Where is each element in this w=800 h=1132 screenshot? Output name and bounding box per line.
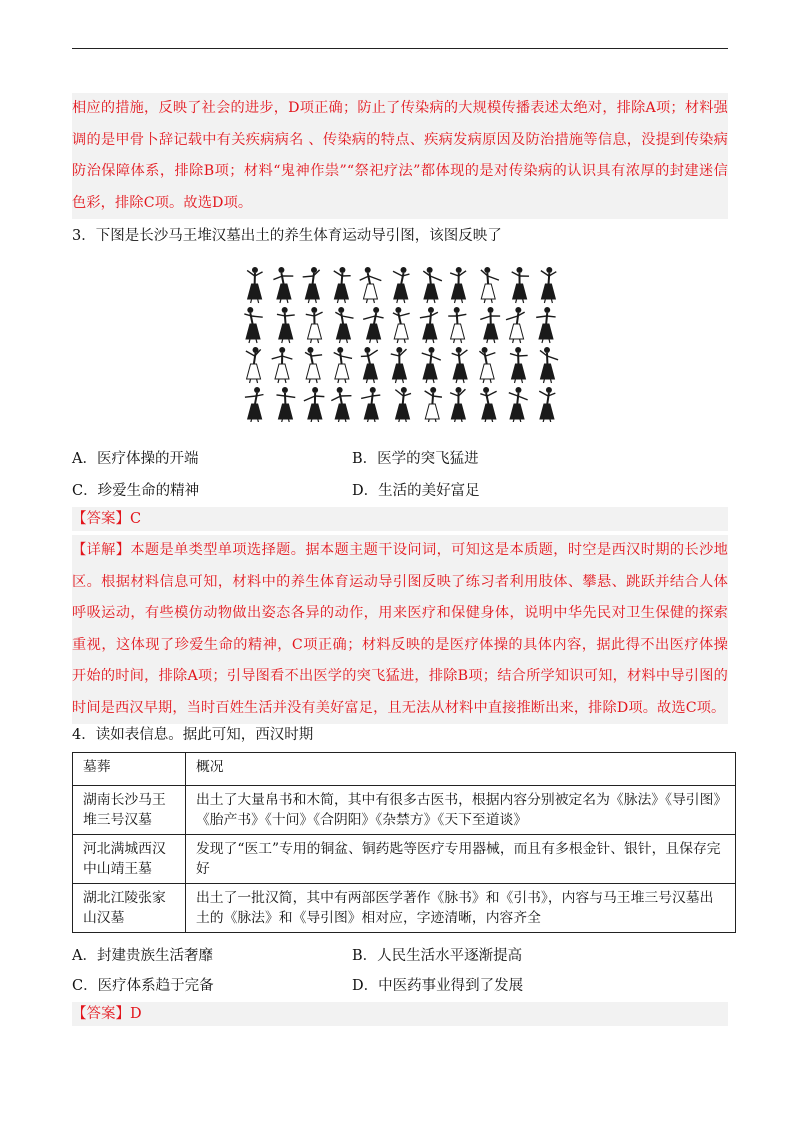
q4-options-row-2	[72, 976, 728, 996]
q4-stem: 4．读如表信息。据此可知，西汉时期	[72, 727, 314, 743]
q4-option-b: B．人民生活水平逐渐提高	[352, 948, 523, 964]
table-cell-desc: 发现了“医工”专用的铜盆、铜药匙等医疗专用器械，而且有多根金针、银针，且保存完好	[186, 835, 736, 884]
q3-analysis	[72, 535, 728, 724]
q3-stem: 3．下图是长沙马王堆汉墓出土的养生体育运动导引图，该图反映了	[72, 228, 502, 244]
q3-analysis-tag: 【详解】	[72, 542, 131, 558]
q3-option-d: D．生活的美好富足	[352, 483, 480, 499]
table-header-row	[73, 753, 736, 786]
table-cell-tomb: 湖北江陵张家山汉墓	[73, 884, 186, 933]
q4-option-d: D．中医药事业得到了发展	[352, 978, 524, 994]
table-cell-desc: 出土了一批汉简，其中有两部医学著作《脉书》和《引书》，内容与马王堆三号汉墓出土的《脉法》和《导引图》相对应，字迹清晰，内容齐全	[186, 884, 736, 933]
q3-option-b: B．医学的突飞猛进	[352, 451, 479, 467]
table-header-cell: 墓葬	[73, 753, 186, 786]
table-row	[73, 786, 736, 835]
q3-analysis-text: 本题是单类型单项选择题。据本题主题干设问词，可知这是本质题，时空是西汉时期的长沙地区。根据材料信息可知，材料中的养生体育运动导引图反映了练习者利用肢体、攀悬、跳跃并结合人体呼吸运动，有些模仿动物做出姿态各异的动作，用来医疗和保健身体，说明中华先民对卫生保健的探索重视，这体现了珍爱生命的精神，C项正确；材料反映的是医疗体操的具体内容，据此得不出医疗体操开始的时间，排除A项；引导图看不出医学的突飞猛进，排除B项；结合所学知识可知，材料中导引图的时间是西汉早期，当时百姓生活并没有美好富足，且无法从材料中直接推断出来，排除D项。故选C项。	[72, 542, 728, 716]
table-row	[73, 835, 736, 884]
q3-options-row-2	[72, 481, 728, 501]
q4-answer: 【答案】D	[72, 1002, 728, 1026]
daoyin-figure-image	[240, 262, 562, 422]
q3-option-c: C．珍爱生命的精神	[72, 483, 200, 499]
table-header-cell: 概况	[186, 753, 736, 786]
q3-answer: 【答案】C	[72, 507, 728, 531]
header-rule	[72, 48, 728, 49]
q4-option-c: C．医疗体系趋于完备	[72, 978, 214, 994]
q4-option-a: A．封建贵族生活奢靡	[72, 948, 213, 964]
q4-tomb-table	[72, 752, 736, 933]
table-row	[73, 884, 736, 933]
q3-options-row-1	[72, 449, 728, 469]
table-cell-tomb: 湖南长沙马王堆三号汉墓	[73, 786, 186, 835]
q3-option-a: A．医疗体操的开端	[72, 451, 199, 467]
table-cell-tomb: 河北满城西汉中山靖王墓	[73, 835, 186, 884]
q2-analysis-tail: 相应的措施，反映了社会的进步，D项正确；防止了传染病的大规模传播表述太绝对，排除A项；材料强调的是甲骨卜辞记载中有关疾病病名 、传染病的特点、疾病发病原因及防治措施等信息，没提到传染病防治保障体系，排除B项；材料“鬼神作祟”“祭祀疗法”都体现的是对传染病的认识具有浓厚的封建迷信色彩，排除C项。故选D项。	[72, 93, 728, 219]
q4-options-row-1	[72, 946, 728, 966]
table-cell-desc: 出土了大量帛书和木简，其中有很多古医书，根据内容分别被定名为《脉法》《导引图》《胎产书》《十问》《合阴阳》《杂禁方》《天下至道谈》	[186, 786, 736, 835]
